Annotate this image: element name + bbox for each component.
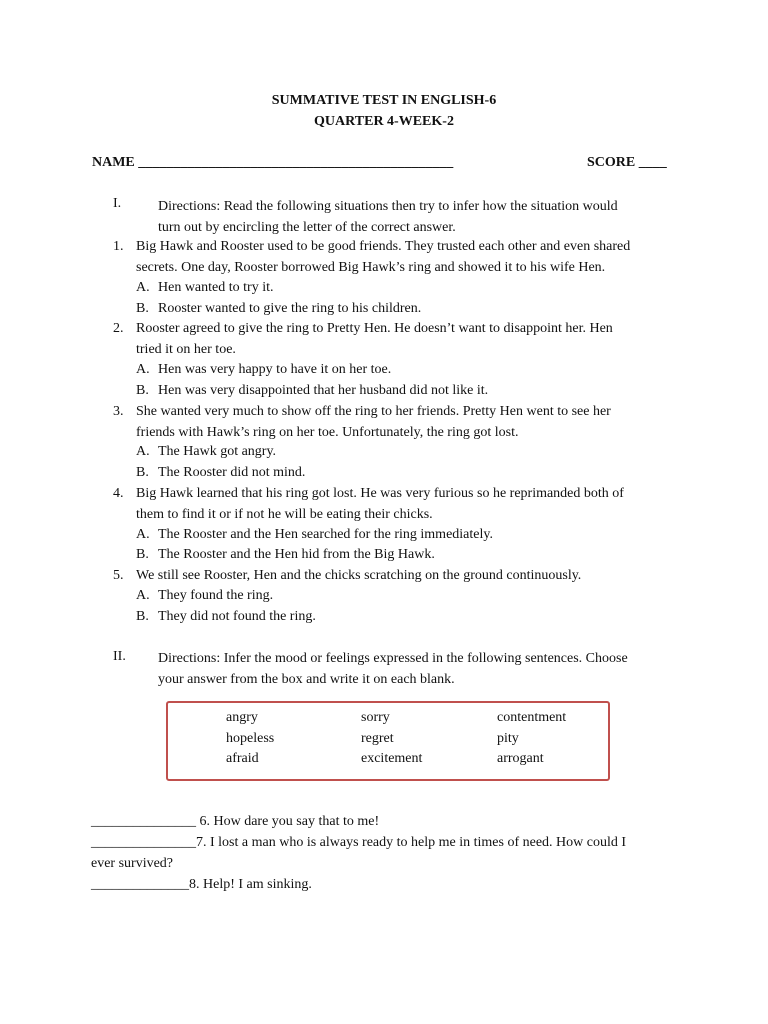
option-a[interactable] bbox=[136, 586, 273, 606]
word-box bbox=[166, 701, 610, 781]
question-text: Big Hawk learned that his ring got lost. He was very furious so he reprimanded both of bbox=[136, 486, 624, 501]
question-number: 5. bbox=[113, 568, 124, 583]
option-b[interactable] bbox=[136, 463, 305, 483]
option-text: The Rooster did not mind. bbox=[158, 465, 306, 480]
item-7 bbox=[91, 832, 671, 874]
item-7-text: _______________7. I lost a man who is always ready to help me in times of need. How could I bbox=[91, 835, 627, 850]
question-text: them to find it or if not he will be eating their chicks. bbox=[136, 506, 433, 522]
question-text: Big Hawk and Rooster used to be good friends. They trusted each other and even shared bbox=[136, 239, 631, 254]
option-letter: A. bbox=[136, 444, 150, 459]
question-text: secrets. One day, Rooster borrowed Big Hawk’s ring and showed it to his wife Hen. bbox=[136, 259, 606, 275]
word-choice: regret bbox=[361, 731, 394, 746]
option-letter: B. bbox=[136, 465, 149, 480]
option-a[interactable] bbox=[136, 278, 273, 298]
question-text: We still see Rooster, Hen and the chicks scratching on the ground continuously. bbox=[136, 568, 582, 583]
option-letter: B. bbox=[136, 383, 149, 398]
question-number: 1. bbox=[113, 239, 124, 254]
word-choice: hopeless bbox=[226, 731, 275, 746]
name-field: NAME _____________________________________________ bbox=[92, 155, 454, 170]
part2-directions-line: Directions: Infer the mood or feelings expressed in the following sentences. Choose bbox=[158, 651, 628, 666]
option-a[interactable] bbox=[136, 525, 493, 545]
option-b[interactable] bbox=[136, 545, 435, 565]
word-choice: contentment bbox=[497, 710, 567, 725]
question-number: 4. bbox=[113, 486, 124, 501]
option-text: Hen was very disappointed that her husband did not like it. bbox=[158, 383, 489, 398]
option-a[interactable] bbox=[136, 442, 276, 462]
option-b[interactable] bbox=[136, 381, 488, 401]
test-subtitle: QUARTER 4-WEEK-2 bbox=[314, 114, 454, 129]
option-letter: A. bbox=[136, 280, 150, 295]
item-7-text: ever survived? bbox=[91, 856, 174, 871]
item-8: ______________8. Help! I am sinking. bbox=[91, 877, 312, 892]
word-choice: arrogant bbox=[497, 751, 544, 766]
part2-numeral: II. bbox=[113, 649, 126, 664]
option-text: Hen was very happy to have it on her toe. bbox=[158, 362, 392, 377]
word-choice: sorry bbox=[361, 710, 390, 725]
question-text: tried it on her toe. bbox=[136, 341, 236, 357]
option-letter: B. bbox=[136, 609, 149, 624]
word-choice: excitement bbox=[361, 751, 423, 766]
option-letter: A. bbox=[136, 362, 150, 377]
part2-directions bbox=[158, 648, 678, 690]
question-text: She wanted very much to show off the ring to her friends. Pretty Hen went to see her bbox=[136, 404, 611, 419]
test-title: SUMMATIVE TEST IN ENGLISH-6 bbox=[271, 93, 497, 108]
part1-directions-line: Directions: Read the following situations then try to infer how the situation would bbox=[158, 199, 618, 214]
question-text: Rooster agreed to give the ring to Pretty Hen. He doesn’t want to disappoint her. Hen bbox=[136, 321, 613, 336]
part1-directions-line: turn out by encircling the letter of the correct answer. bbox=[158, 220, 456, 235]
option-text: They did not found the ring. bbox=[158, 609, 316, 624]
word-choice: afraid bbox=[226, 751, 259, 766]
question-number: 2. bbox=[113, 321, 124, 336]
option-b[interactable] bbox=[136, 299, 421, 319]
option-letter: A. bbox=[136, 588, 150, 603]
score-field: SCORE ____ bbox=[587, 155, 667, 170]
word-choice: angry bbox=[226, 710, 258, 725]
option-letter: B. bbox=[136, 301, 149, 316]
option-letter: B. bbox=[136, 547, 149, 562]
option-text: The Rooster and the Hen searched for the ring immediately. bbox=[158, 527, 493, 542]
item-6: _______________ 6. How dare you say that to me! bbox=[91, 814, 380, 829]
option-text: They found the ring. bbox=[158, 588, 274, 603]
part1-directions bbox=[158, 196, 678, 238]
part2-directions-line: your answer from the box and write it on each blank. bbox=[158, 672, 455, 687]
option-text: Rooster wanted to give the ring to his children. bbox=[158, 301, 422, 316]
question-text: friends with Hawk’s ring on her toe. Unfortunately, the ring got lost. bbox=[136, 424, 519, 440]
option-a[interactable] bbox=[136, 360, 391, 380]
question-number: 3. bbox=[113, 404, 124, 419]
option-text: The Hawk got angry. bbox=[158, 444, 277, 459]
word-choice: pity bbox=[497, 731, 519, 746]
option-b[interactable] bbox=[136, 607, 316, 627]
option-letter: A. bbox=[136, 527, 150, 542]
option-text: The Rooster and the Hen hid from the Big Hawk. bbox=[158, 547, 435, 562]
option-text: Hen wanted to try it. bbox=[158, 280, 274, 295]
part1-numeral: I. bbox=[113, 196, 122, 211]
